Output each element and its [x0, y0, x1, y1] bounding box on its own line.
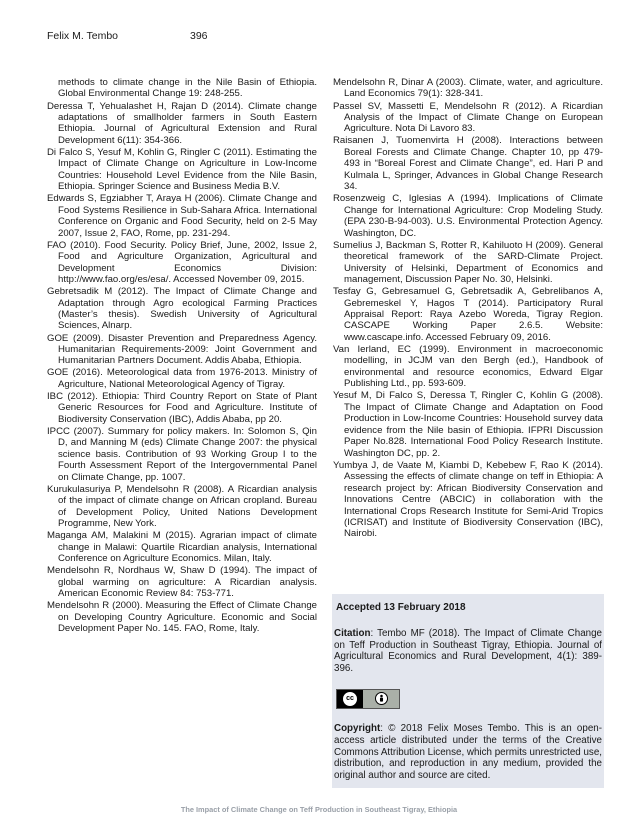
page-number: 396 — [190, 30, 208, 42]
reference-item: GOE (2016). Meteorological data from 1976-2013. Ministry of Agriculture, National Meteorological Agency of Tigray. — [47, 367, 317, 390]
reference-item: Edwards S, Egziabher T, Araya H (2006). Climate Change and Food Systems Resilience in Sub-Sahara Africa. International Conference on Organic and Food Security, held on 2-5 May 2007, Issue 2, FAO, Rome, pp. 231-294. — [47, 193, 317, 239]
person-glyph-icon — [377, 694, 386, 703]
reference-item: IBC (2012). Ethiopia: Third Country Report on State of Plant Generic Resources for Food and Agriculture. Institute of Biodiversity Conservation (IBC), Addis Ababa, pp 20. — [47, 390, 317, 425]
reference-item: FAO (2010). Food Security. Policy Brief, June, 2002, Issue 2, Food and Agriculture Organization, Agricultural and Development Economics Division: http://www.fao.org/es/esa/. Accessed November 09, 2015. — [47, 239, 317, 286]
reference-item: IPCC (2007). Summary for policy makers. In: Solomon S, Qin D, and Manning M (eds) Climate Change 2007: the physical science basis. Contribution of 93 Working Group I to the Fourth Assessment Report of the Intergovernmental Panel on Climate Change, pp. 1007. — [47, 425, 317, 483]
citation-text: : Tembo MF (2018). The Impact of Climate Change on Teff Production in Southeast Tigray, Ethiopia. Journal of Agricultural Economics and Rural Development, 4(1): 389-396. — [334, 627, 602, 675]
reference-item: Maganga AM, Malakini M (2015). Agrarian impact of climate change in Malawi: Quartile Ricardian analysis, International Conference on Agriculture Economics. Milan, Italy. — [47, 530, 317, 565]
reference-item: Mendelsohn R (2000). Measuring the Effect of Climate Change on Developing Country Agriculture. Economic and Social Development Paper No. 145. FAO, Rome, Italy. — [47, 600, 317, 635]
reference-item: Kurukulasuriya P, Mendelsohn R (2008). A Ricardian analysis of the impact of climate change on African cropland. Bureau of Development Policy, United Nations Development Programme, New York. — [47, 483, 317, 530]
reference-item: Mendelsohn R, Dinar A (2003). Climate, water, and agriculture. Land Economics 79(1): 328-341. — [333, 77, 603, 100]
person-icon — [375, 692, 388, 705]
citation-label: Citation — [334, 627, 371, 639]
accepted-date: Accepted 13 February 2018 — [336, 602, 466, 613]
reference-item: Yumbya J, de Vaate M, Kiambi D, Kebebew F, Rao K (2014). Assessing the effects of climate change on teff in Ethiopia: A research project by: African Biodiversity Conservation and Innovations Centre (ABCIC) in collaboration with the International Crops Research Institute for Semi-Arid Tropics (ICRISAT) and Institute of Biodiversity Conservation (IBC), Nairobi. — [333, 459, 603, 540]
running-author: Felix M. Tembo — [47, 30, 118, 42]
reference-item: Mendelsohn R, Nordhaus W, Shaw D (1994). The impact of global warming on agriculture: A Ricardian analysis. American Economic Review 84: 753-771. — [47, 565, 317, 600]
reference-item: Deressa T, Yehualashet H, Rajan D (2014). Climate change adaptations of smallholder farmers in South Eastern Ethiopia. Journal of Agricultural Extension and Rural Development 6(11): 354-366. — [47, 100, 317, 146]
reference-item: GOE (2009). Disaster Prevention and Preparedness Agency. Humanitarian Requirements-2009: Joint Government and Humanitarian Partners Document. Addis Ababa, Ethiopia. — [47, 332, 317, 367]
page-header — [47, 30, 208, 42]
cc-label: cc — [346, 695, 354, 703]
reference-item: Raisanen J, Tuomenvirta H (2008). Interactions between Boreal Forests and Climate Change. Chapter 10, pp 479-493 in “Boreal Forest and Climate Change”, ed. Hari P and Kulmala L, Springer, Advances in Global Change Research 34. — [333, 135, 603, 193]
reference-item: Van Ierland, EC (1999). Environment in macroeconomic modelling, in JCJM van den Bergh (ed.), Handbook of environmental and resource economics, Edward Elgar Publishing Ltd., pp. 593-609. — [333, 343, 603, 390]
reference-item: Sumelius J, Backman S, Rotter R, Kahiluoto H (2009). General theoretical framework of the SARD-Climate Project. University of Helsinki, Department of Economics and management, Discussion Paper No. 30, Helsinki. — [333, 239, 603, 286]
article-info-box — [332, 594, 604, 788]
by-attribution-icon — [363, 690, 399, 708]
copyright-notice — [334, 723, 602, 782]
reference-item: Di Falco S, Yesuf M, Kohlin G, Ringler C (2011). Estimating the Impact of Climate Change on Agriculture in Low-Income Countries: Household Level Evidence from the Nile Basin, Ethiopia. Springer Science and Business Media B.V. — [47, 146, 317, 193]
references-right-column — [333, 77, 603, 540]
creative-commons-by-icon[interactable] — [336, 689, 400, 709]
reference-item: Tesfay G, Gebresamuel G, Gebretsadik A, Gebrelibanos A, Gebremeskel Y, Hagos T (2014). Participatory Rural Appraisal Report: Raya Azebo Woreda, Tigray Region. CASCAPE Working Paper 2.6.5. Website: www.cascape.info. Accessed February 09, 2016. — [333, 286, 603, 343]
running-footer: The Impact of Climate Change on Teff Production in Southeast Tigray, Ethiopia — [180, 805, 458, 814]
reference-item: Passel SV, Massetti E, Mendelsohn R (2012). A Ricardian Analysis of the Impact of Climate Change on European Agriculture. Nota Di Lavoro 83. — [333, 100, 603, 135]
references-left-column — [47, 77, 317, 635]
cc-circle-icon — [343, 692, 357, 706]
reference-item: Rosenzweig C, Iglesias A (1994). Implications of Climate Change for International Agriculture: Crop Modeling Study. (EPA 230-B-94-003). U.S. Environmental Protection Agency. Washington, DC. — [333, 193, 603, 239]
reference-item: Yesuf M, Di Falco S, Deressa T, Ringler C, Kohlin G (2008). The Impact of Climate Change and Adaptation on Food Production in Low-Income Countries: Household survey data evidence from the Nile basin of Ethiopia. IFPRI Discussion Paper No.828. International Food Policy Research Institute. Washington DC, pp. 2. — [333, 390, 603, 459]
copyright-label: Copyright — [334, 722, 381, 734]
reference-item: Gebretsadik M (2012). The Impact of Climate Change and Adaptation through Agro ecological Farming Practices (Master’s thesis). Swedish University of Agricultural Sciences, Alnarp. — [47, 286, 317, 332]
citation — [334, 628, 602, 675]
copyright-text: : © 2018 Felix Moses Tembo. This is an open-access article distributed under the terms of the Creative Commons Attribution License, which permits unrestricted use, distribution, and reproduction in any medium, provided the original author and source are cited. — [334, 722, 602, 782]
cc-logo-icon — [337, 690, 363, 708]
reference-item: methods to climate change in the Nile Basin of Ethiopia. Global Environmental Change 19: 248-255. — [58, 77, 317, 100]
